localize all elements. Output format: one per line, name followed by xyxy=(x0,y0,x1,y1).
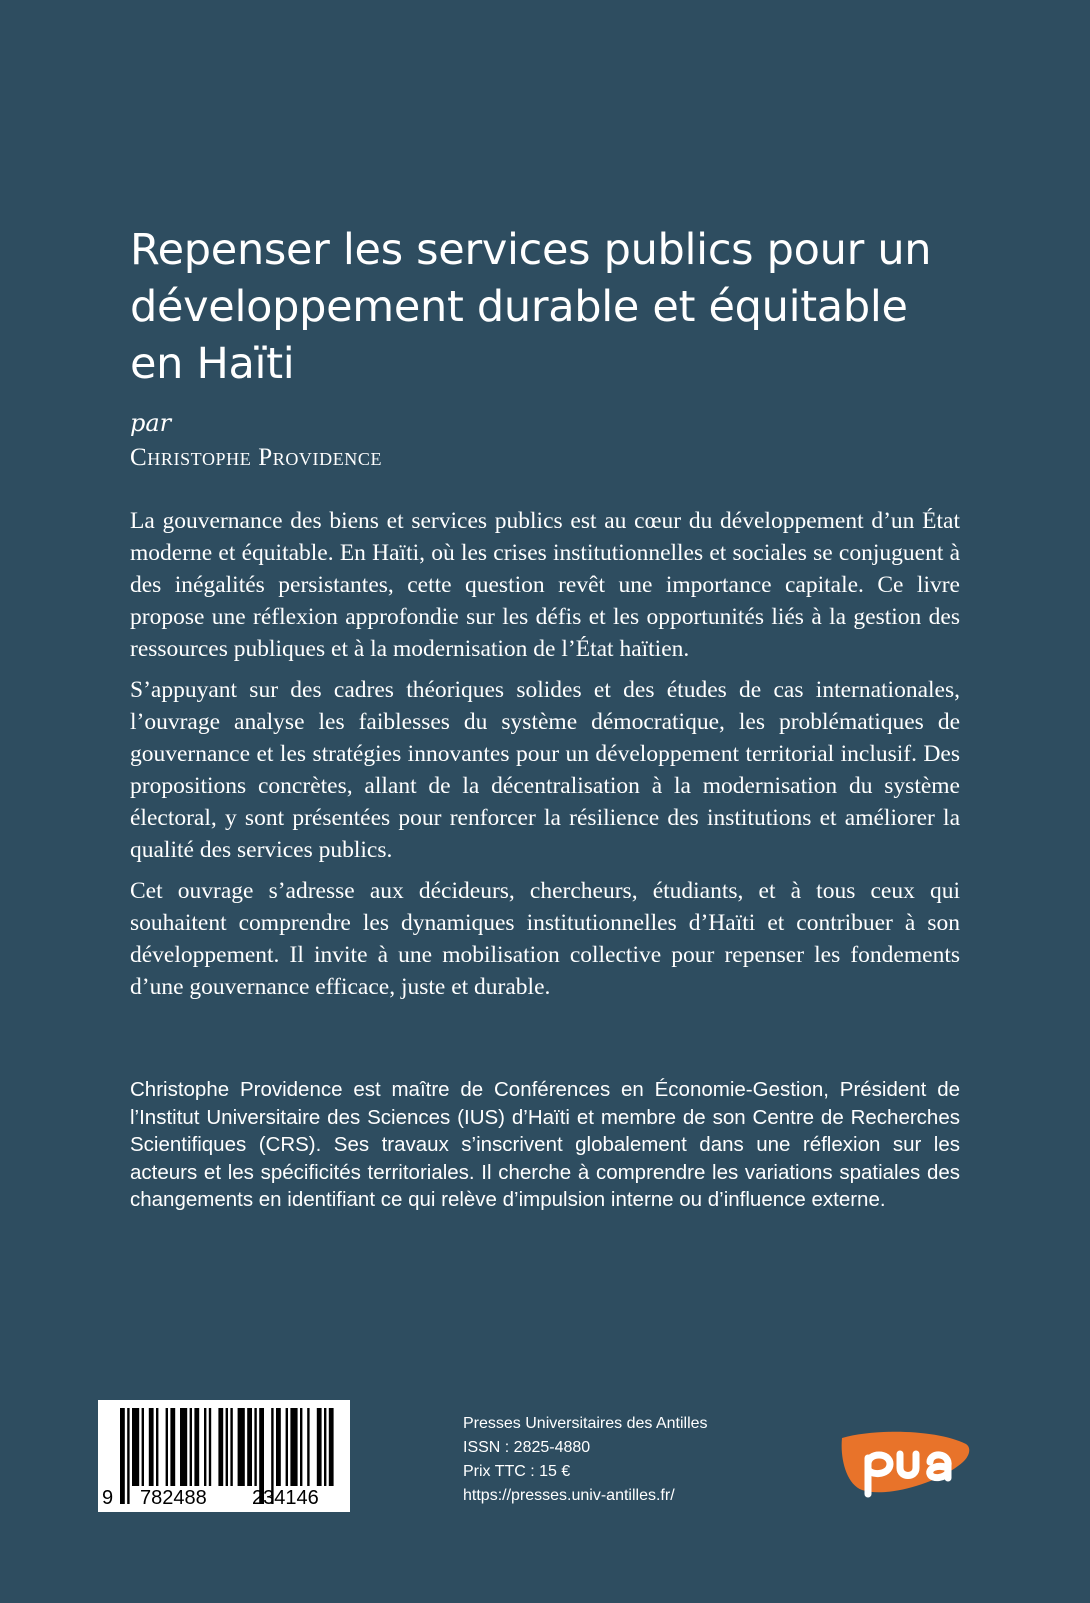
barcode-bar xyxy=(238,1408,245,1486)
issn: ISSN : 2825-4880 xyxy=(463,1439,591,1456)
barcode-bar xyxy=(149,1408,154,1486)
barcode-bar xyxy=(132,1408,139,1486)
barcode-bar xyxy=(180,1408,187,1486)
barcode-bar xyxy=(194,1408,199,1486)
book-title: Repenser les services publics pour un développement durable et équitable en Haïti xyxy=(130,225,932,389)
isbn-left-group: 782488 xyxy=(140,1487,207,1509)
isbn-number xyxy=(100,1486,346,1510)
barcode-bar xyxy=(286,1408,288,1486)
barcode-bar xyxy=(247,1408,252,1486)
barcode-bar xyxy=(317,1408,322,1486)
summary-paragraph-1: La gouvernance des biens et services publics est au cœur du développement d’un État moderne et équitable. En Haïti, où les crises institutionnelles et sociales se conjuguent à des inégalités persistantes, cette question revêt une importance capitale. Ce livre propose une réflexion approfondie sur les défis et les opportunités liés à la gestion des ressources publiques et à la modernisation de l’État haïtien. xyxy=(130,508,960,662)
publisher-name: Presses Universitaires des Antilles xyxy=(463,1415,708,1432)
barcode-bar xyxy=(230,1408,232,1486)
author-name: Christophe Providence xyxy=(130,444,383,471)
barcode-bar xyxy=(276,1408,281,1486)
barcode-bar xyxy=(290,1408,297,1486)
barcode-bar xyxy=(209,1408,211,1486)
publisher-url[interactable]: https://presses.univ-antilles.fr/ xyxy=(463,1487,675,1504)
barcode-bar xyxy=(204,1408,206,1486)
isbn-right-group: 234146 xyxy=(252,1487,319,1509)
publisher-info xyxy=(463,1412,708,1508)
barcode-bar xyxy=(307,1408,309,1486)
barcode-bar xyxy=(190,1408,192,1486)
price: Prix TTC : 15 € xyxy=(463,1463,571,1480)
barcode-bar xyxy=(142,1408,144,1486)
pua-logo-icon xyxy=(838,1428,972,1498)
barcode-bar xyxy=(300,1408,302,1486)
barcode-bar xyxy=(226,1408,228,1486)
author-bio: Christophe Providence est maître de Conférences en Économie-Gestion, Président de l’Institut Universitaire des Sciences (IUS) d’Haïti et membre de son Centre de Recherches Scientifiques (CRS). Ses travaux s’inscrivent globalement dans une réflexion sur les acteurs et les spécificités territoriales. Il cherche à comprendre les variations spatiales des changements en identifiant ce qui relève d’impulsion interne ou d’influence externe. xyxy=(130,1078,960,1211)
isbn-first-digit: 9 xyxy=(102,1487,114,1509)
barcode-bar xyxy=(166,1408,168,1486)
barcode-bar xyxy=(329,1408,334,1486)
barcode-bar xyxy=(156,1408,158,1486)
barcode-bar xyxy=(254,1408,256,1486)
book-summary xyxy=(130,505,960,1012)
barcode-bar xyxy=(324,1408,326,1486)
by-label: par xyxy=(130,409,172,437)
summary-paragraph-3: Cet ouvrage s’adresse aux décideurs, chercheurs, étudiants, et à tous ceux qui souhaitent comprendre les dynamiques institutionnelles d’Haïti et contribuer à son développement. Il invite à une mobilisation collective pour repenser les fondements d’une gouvernance efficace, juste et durable. xyxy=(130,878,960,1000)
barcode-bar xyxy=(170,1408,175,1486)
isbn-barcode xyxy=(98,1400,350,1512)
summary-paragraph-2: S’appuyant sur des cadres théoriques solides et des études de cas internationales, l’ouvrage analyse les faiblesses du système démocratique, les problématiques de gouvernance et les stratégies innovantes pour un développement territorial inclusif. Des propositions concrètes, allant de la décentralisation à la modernisation du système électoral, y sont présentées pour renforcer la résilience des institutions et améliorer la qualité des services publics. xyxy=(130,677,960,863)
barcode-bar xyxy=(218,1408,223,1486)
